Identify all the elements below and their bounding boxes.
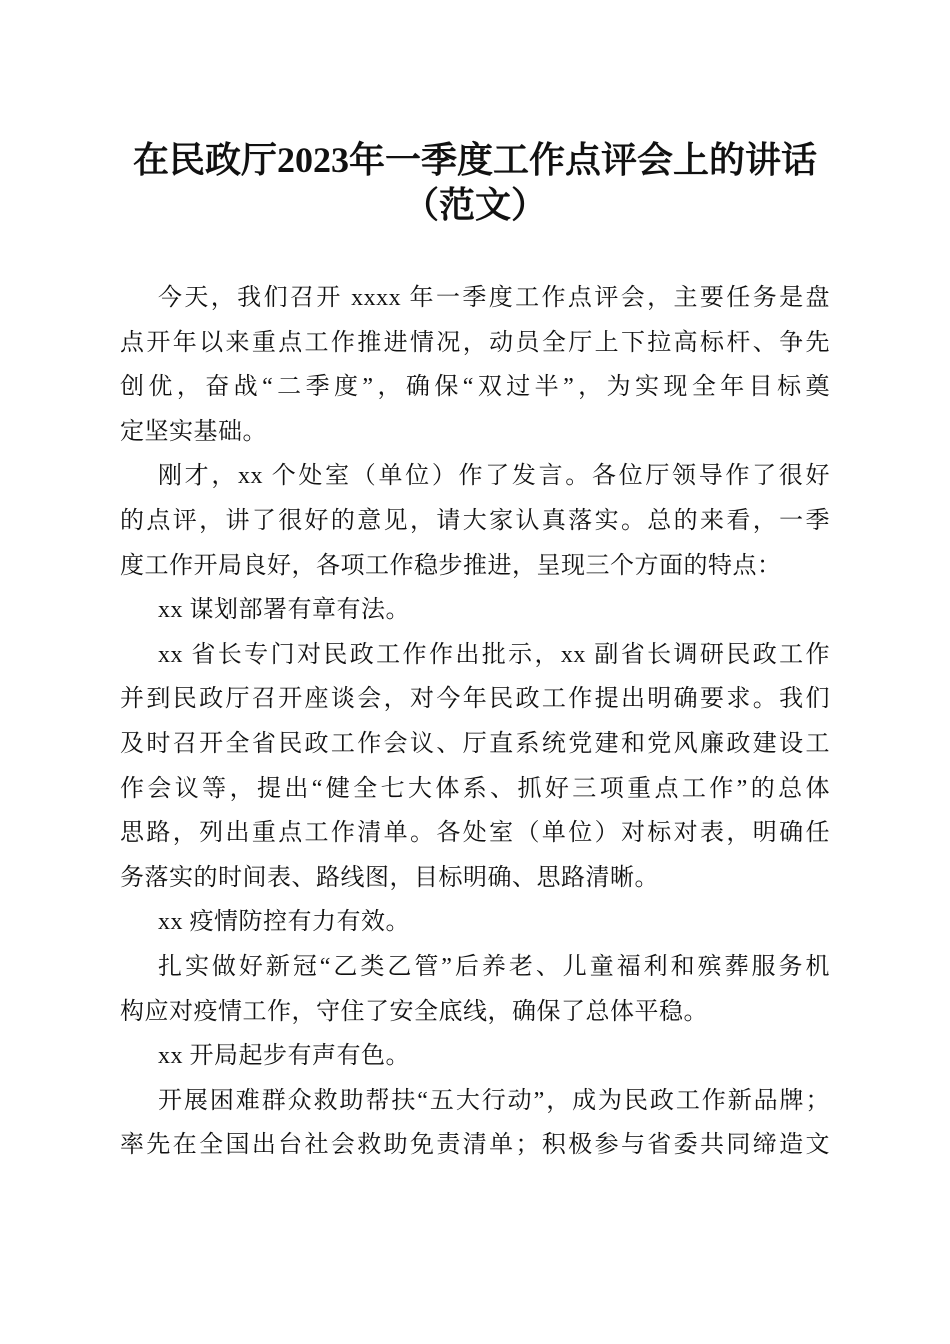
paragraph-line: 创优，奋战“二季度”，确保“双过半”，为实现全年目标奠 (120, 374, 830, 401)
paragraph (120, 276, 830, 454)
paragraph-line: xx 开局起步有声有色。 (158, 1043, 410, 1070)
paragraph-line: 的点评，讲了很好的意见，请大家认真落实。总的来看，一季 (120, 507, 830, 534)
paragraph (120, 900, 830, 945)
paragraph-line: 构应对疫情工作，守住了安全底线，确保了总体平稳。 (120, 998, 708, 1025)
paragraph-line: 今天，我们召开 xxxx 年一季度工作点评会，主要任务是盘 (158, 285, 830, 311)
paragraph (120, 1034, 830, 1079)
paragraph-line: 定坚实基础。 (120, 418, 267, 445)
paragraph-line: xx 谋划部署有章有法。 (158, 597, 410, 624)
paragraph (120, 454, 830, 588)
document-title-line-1: 在民政厅2023年一季度工作点评会上的讲话 (132, 140, 817, 180)
paragraph (120, 1079, 830, 1168)
paragraph-line: 刚才，xx 个处室（单位）作了发言。各位厅领导作了很好 (158, 463, 830, 490)
paragraph-line: 扎实做好新冠“乙类乙管”后养老、儿童福利和殡葬服务机 (158, 953, 830, 980)
paragraph-line: 作会议等，提出“健全七大体系、抓好三项重点工作”的总体 (120, 775, 830, 802)
paragraph-line: 率先在全国出台社会救助免责清单；积极参与省委共同缔造文 (120, 1132, 830, 1159)
paragraph-line: 务落实的时间表、路线图，目标明确、思路清晰。 (120, 864, 659, 891)
document-title-line-2: （范文） (402, 185, 547, 225)
paragraph-line: 及时召开全省民政工作会议、厅直系统党建和党风廉政建设工 (120, 730, 830, 757)
paragraph (120, 633, 830, 901)
paragraph-line: 点开年以来重点工作推进情况，动员全厅上下拉高标杆、争先 (120, 329, 830, 356)
paragraph-line: 并到民政厅召开座谈会，对今年民政工作提出明确要求。我们 (120, 686, 830, 713)
paragraph-line: 思路，列出重点工作清单。各处室（单位）对标对表，明确任 (120, 820, 830, 847)
paragraph-line: xx 疫情防控有力有效。 (158, 909, 410, 936)
paragraph (120, 588, 830, 633)
paragraph-line: 开展困难群众救助帮扶“五大行动”，成为民政工作新品牌； (158, 1087, 830, 1114)
document-body (120, 276, 830, 1168)
paragraph-line: 度工作开局良好，各项工作稳步推进，呈现三个方面的特点： (120, 552, 782, 579)
paragraph-line: xx 省长专门对民政工作作出批示，xx 副省长调研民政工作 (158, 641, 830, 668)
paragraph (120, 945, 830, 1034)
